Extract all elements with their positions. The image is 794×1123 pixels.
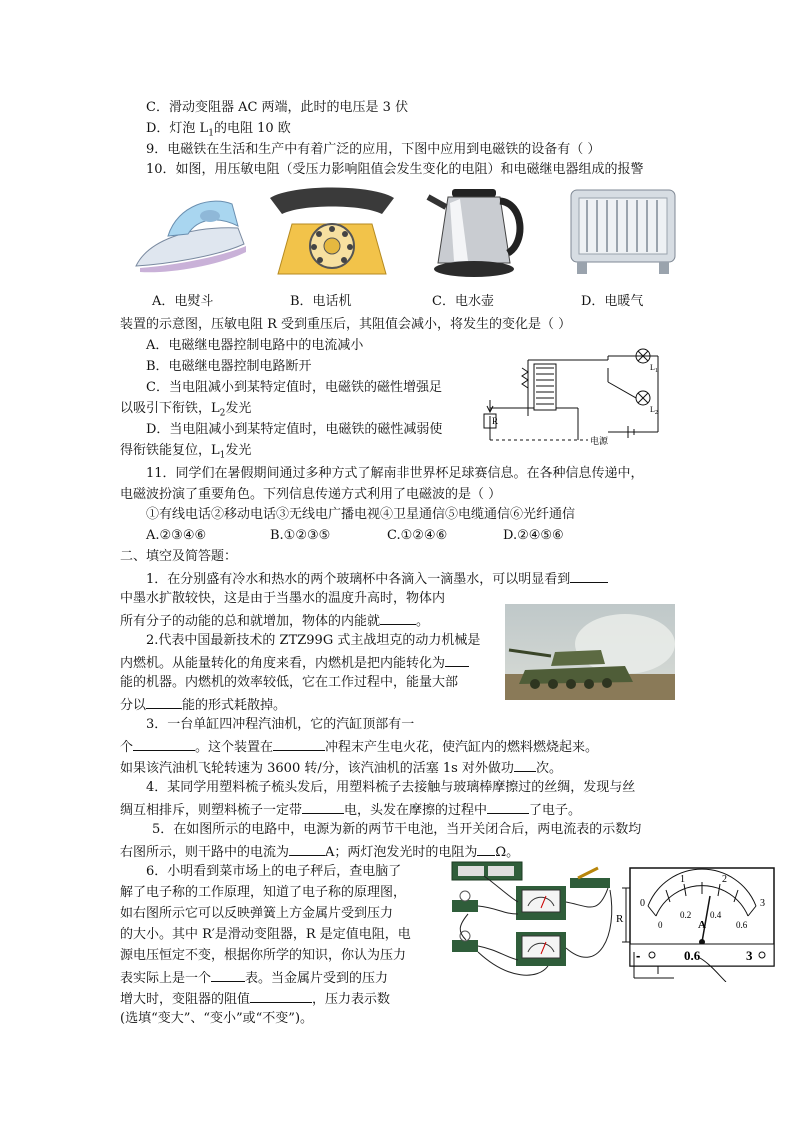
q11-option-b: B.①②③⑤ <box>270 528 331 543</box>
blank[interactable] <box>487 801 529 814</box>
text: 个 <box>120 740 134 755</box>
l: L <box>650 405 655 414</box>
fill-q3-c <box>120 759 562 777</box>
kettle-image <box>424 183 534 281</box>
text: 发光 <box>225 443 252 458</box>
text: 了电子。 <box>529 803 582 818</box>
scale-bottom-1: 0.2 <box>680 910 692 920</box>
question-11-b: 电磁波扮演了重要角色。下列信息传递方式利用了电磁波的是（ ） <box>120 487 502 502</box>
fill-q6-e: 源电压恒定不变，根据你所学的知识，你认为压力 <box>120 948 407 963</box>
text: 冲程末产生电火花，使汽缸内的燃料燃烧起来。 <box>325 740 599 755</box>
fill-q6-f <box>120 969 388 987</box>
text: ，压力表示数 <box>312 992 391 1007</box>
q10-option-b: B．电磁继电器控制电路断开 <box>146 359 312 374</box>
blank[interactable] <box>380 612 416 625</box>
q10-option-d-cont <box>120 443 251 464</box>
text: 增大时，变阻器的阻值 <box>120 992 251 1007</box>
caption-b: B．电话机 <box>290 294 352 309</box>
subscript: 1 <box>208 128 214 139</box>
blank[interactable] <box>514 759 536 772</box>
question-10-stem-2: 装置的示意图，压敏电阻 R 受到重压后，其阻值会减小，将发生的变化是（ ） <box>120 317 572 332</box>
fill-q6-g <box>120 990 390 1008</box>
text: A；两灯泡发光时的电阻为 <box>325 845 478 860</box>
text: 1．在分别盛有冷水和热水的两个玻璃杯中各滴入一滴墨水，可以明显看到 <box>146 572 571 587</box>
caption-c: C．电水壶 <box>432 294 494 309</box>
scale-principle-diagram <box>614 882 794 982</box>
text: 表实际上是一个 <box>120 971 212 986</box>
meter-unit: A <box>698 919 706 931</box>
blank[interactable] <box>273 738 325 751</box>
scale-bottom-3: 0.6 <box>736 920 748 930</box>
terminal-0-6: 0.6 <box>684 948 701 963</box>
caption-a: A．电熨斗 <box>152 294 214 309</box>
q10-option-d: D．当电阻减小到某特定值时，电磁铁的磁性减弱使 <box>146 422 443 437</box>
question-10-stem-1: 10．如图，用压敏电阻（受压力影响阻值会发生变化的电阻）和电磁继电器组成的报警 <box>146 162 644 177</box>
scale-bottom-0: 0 <box>658 920 663 930</box>
text: 所有分子的动能的总和就增加，物体的内能就 <box>120 614 381 629</box>
caption-d: D．电暖气 <box>581 294 644 309</box>
text: 以吸引下衔铁，L <box>120 401 220 416</box>
text: 的电阻 10 欧 <box>213 121 291 136</box>
terminal-3: 3 <box>746 948 753 963</box>
fill-q6-b: 解了电子称的工作原理，知道了电子称的原理图， <box>120 885 407 900</box>
text: 内燃机。从能量转化的角度来看，内燃机是把内能转化为 <box>120 656 446 671</box>
sub: 1 <box>654 368 658 374</box>
scale-top-3: 3 <box>760 898 765 909</box>
text: 分以 <box>120 698 147 713</box>
fill-q3-a: 3．一台单缸四冲程汽油机，它的汽缸顶部有一 <box>146 717 415 732</box>
text: D．灯泡 L <box>146 121 209 136</box>
relay-label-power: 电源 <box>590 436 609 446</box>
scale-top-1: 1 <box>680 874 685 885</box>
blank[interactable] <box>289 843 325 856</box>
text: Ω。 <box>495 845 520 860</box>
fill-q4-a: 4．某同学用塑料梳子梳头发后，用塑料梳子去接触与玻璃棒摩擦过的丝绸，发现与丝 <box>146 780 636 795</box>
scale-top-0: 0 <box>640 898 645 909</box>
fill-q4-b <box>120 801 581 819</box>
telephone-image <box>262 184 402 280</box>
terminal-neg: - <box>636 948 641 963</box>
electric-heater-image <box>563 184 683 280</box>
fill-q2-d <box>120 696 286 714</box>
q11-option-d: D.②④⑤⑥ <box>503 528 564 543</box>
blank[interactable] <box>302 801 344 814</box>
tank-photo <box>505 604 675 700</box>
scale-top-2: 2 <box>722 874 727 885</box>
q10-option-a: A．电磁继电器控制电路中的电流减小 <box>146 338 364 353</box>
fill-q1-b: 中墨水扩散较快，这是由于当墨水的温度升高时，物体内 <box>120 591 446 606</box>
blank[interactable] <box>570 570 608 583</box>
fill-q2-c: 能的机器。内燃机的效率较低，它在工作过程中，能量大部 <box>120 675 459 690</box>
relay-label-r: R <box>492 416 499 426</box>
question-11-a: 11．同学们在暑假期间通过多种方式了解南非世界杯足球赛信息。在各种信息传递中， <box>146 466 644 481</box>
blank[interactable] <box>146 696 182 709</box>
text: 。这个装置在 <box>195 740 274 755</box>
text: 发光 <box>225 401 252 416</box>
blank[interactable] <box>477 843 495 856</box>
text: 次。 <box>535 761 562 776</box>
blank[interactable] <box>133 738 195 751</box>
q8-option-c: C．滑动变阻器 AC 两端，此时的电压是 3 伏 <box>146 100 409 115</box>
scale-bottom-2: 0.4 <box>710 910 722 920</box>
l: L <box>650 363 655 372</box>
relay-label-l1 <box>650 363 658 374</box>
text: 表。当金属片受到的压力 <box>245 971 389 986</box>
text: 能的形式耗散掉。 <box>182 698 287 713</box>
ammeter-circuit-picture <box>448 856 624 984</box>
q11-option-c: C.①②④⑥ <box>387 528 448 543</box>
relay-circuit-diagram <box>478 346 678 448</box>
fill-q1-a <box>146 570 608 588</box>
q8-option-d <box>146 121 291 142</box>
fill-q6-d: 的大小。其中 R′是滑动变阻器，R 是定值电阻，电 <box>120 927 411 942</box>
fill-q2-a: 2.代表中国最新技术的 ZTZ99G 式主战坦克的动力机械是 <box>146 633 481 648</box>
q10-option-c: C．当电阻减小到某特定值时，电磁铁的磁性增强足 <box>146 380 442 395</box>
fill-q6-c: 如右图所示它可以反映弹簧上方金属片受到压力 <box>120 906 394 921</box>
fill-q6-a: 6．小明看到菜市场上的电子秤后，查电脑了 <box>146 864 402 879</box>
text: 绸互相排斥，则塑料梳子一定带 <box>120 803 303 818</box>
period: 。 <box>416 614 430 629</box>
fill-q3-b <box>120 738 598 756</box>
blank[interactable] <box>445 654 469 667</box>
blank[interactable] <box>250 990 312 1003</box>
relay-label-l2 <box>650 405 658 416</box>
fill-q5-a: 5．在如图所示的电路中，电源为新的两节干电池，当开关闭合后，两电流表的示数均 <box>152 822 642 837</box>
text: 右图所示，则干路中的电流为 <box>120 845 290 860</box>
text: 如果该汽油机飞轮转速为 3600 转/分，该汽油机的活塞 1s 对外做功 <box>120 761 514 776</box>
iron-image <box>128 186 250 280</box>
question-11-items: ①有线电话②移动电话③无线电广播电视④卫星通信⑤电缆通信⑥光纤通信 <box>146 507 576 522</box>
sub: 2 <box>654 410 658 416</box>
q10-option-c-cont <box>120 401 251 422</box>
label-r: R <box>616 913 624 925</box>
subscript: 1 <box>219 450 226 461</box>
subscript: 2 <box>219 408 226 419</box>
fill-q6-h: (选填“变大”、“变小”或“不变”)。 <box>120 1011 314 1026</box>
text: 得衔铁能复位，L <box>120 443 220 458</box>
section-2-heading: 二、填空及简答题： <box>120 549 238 564</box>
blank[interactable] <box>211 969 245 982</box>
fill-q2-b <box>120 654 469 672</box>
text: 电，头发在摩擦的过程中 <box>344 803 488 818</box>
question-9: 9．电磁铁在生活和生产中有着广泛的应用，下图中应用到电磁铁的设备有（ ） <box>146 142 601 157</box>
fill-q1-c <box>120 612 429 630</box>
q11-option-a: A.②③④⑥ <box>146 528 207 543</box>
